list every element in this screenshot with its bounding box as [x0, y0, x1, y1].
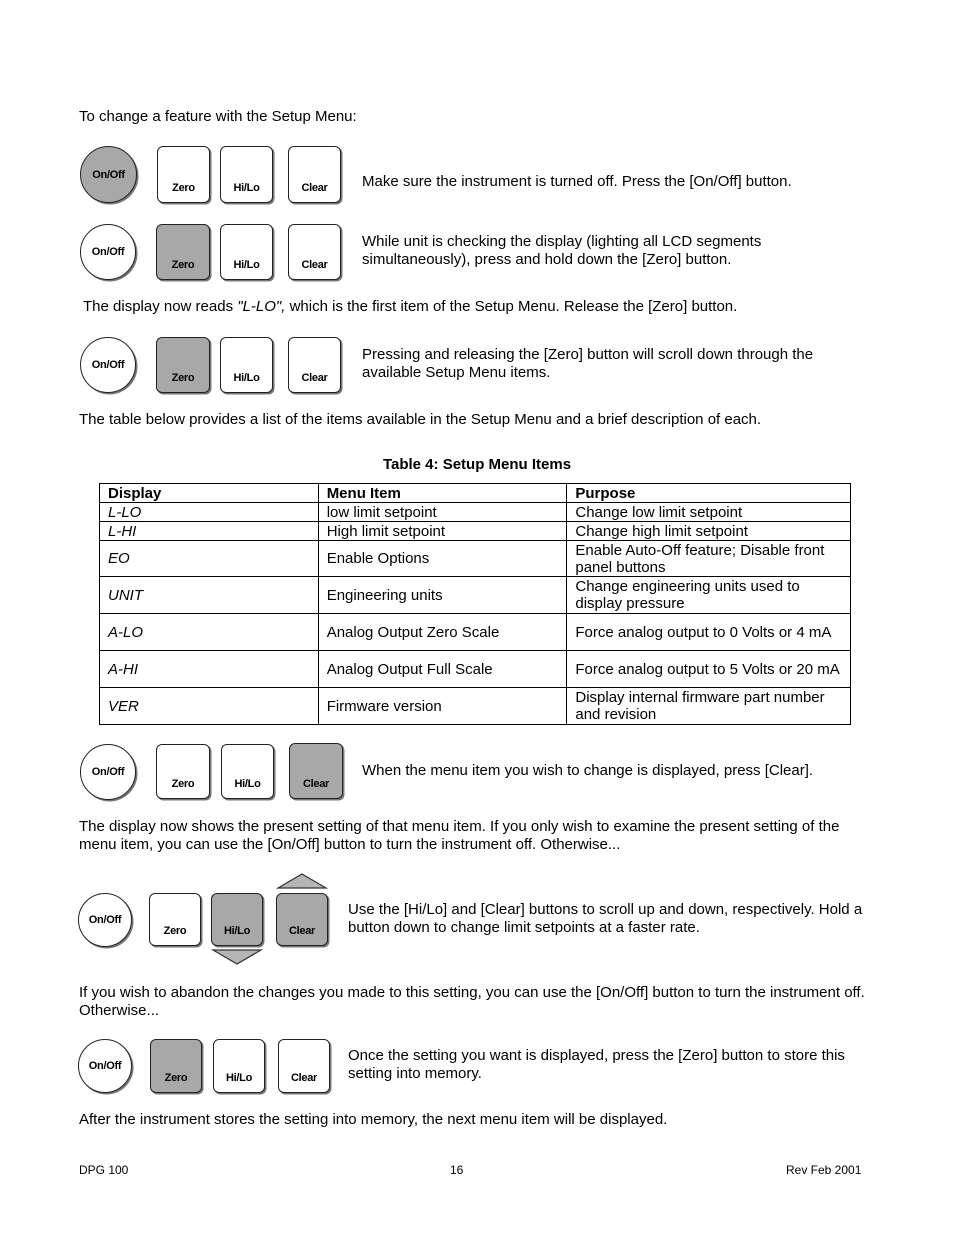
clear-button-icon: Clear — [288, 224, 341, 280]
footer-right: Rev Feb 2001 — [786, 1163, 862, 1177]
table-row — [100, 522, 851, 541]
display-code-cell: UNIT — [100, 577, 319, 614]
step-3-text: Pressing and releasing the [Zero] button will scroll down through the available Setup Menu items. — [362, 346, 814, 381]
menu-item-cell: Analog Output Zero Scale — [318, 614, 567, 651]
purpose-cell: Display internal firmware part number and revision — [567, 688, 851, 725]
menu-item-cell: Analog Output Full Scale — [318, 651, 567, 688]
display-code-cell: VER — [100, 688, 319, 725]
hilo-button-icon: Hi/Lo — [221, 744, 274, 799]
table-row — [100, 577, 851, 614]
display-code-cell: A-HI — [100, 651, 319, 688]
menu-item-cell: Engineering units — [318, 577, 567, 614]
intro-text: To change a feature with the Setup Menu: — [79, 108, 357, 125]
purpose-cell: Force analog output to 5 Volts or 20 mA — [567, 651, 851, 688]
purpose-cell: Change engineering units used to display pressure — [567, 577, 851, 614]
purpose-cell: Enable Auto-Off feature; Disable front panel buttons — [567, 541, 851, 577]
step-5-text: Use the [Hi/Lo] and [Clear] buttons to scroll up and down, respectively. Hold a button down to change limit setpoints at a faster rate. — [348, 901, 863, 936]
onoff-button-icon: On/Off — [80, 146, 137, 203]
button-panel-step-2 — [80, 224, 350, 282]
button-panel-step-1 — [80, 146, 350, 204]
step-4-text: When the menu item you wish to change is displayed, press [Clear]. — [362, 762, 814, 779]
clear-button-icon: Clear — [276, 893, 328, 946]
table-caption: Table 4: Setup Menu Items — [382, 456, 572, 473]
clear-button-icon: Clear — [289, 743, 343, 799]
down-arrow-icon — [211, 949, 263, 965]
display-code-cell: L-LO — [100, 503, 319, 522]
display-code-cell: EO — [100, 541, 319, 577]
hilo-button-icon: Hi/Lo — [211, 893, 263, 946]
onoff-button-icon: On/Off — [78, 1039, 132, 1093]
zero-button-icon: Zero — [156, 744, 210, 799]
hilo-button-icon: Hi/Lo — [220, 224, 273, 280]
abandon-text: If you wish to abandon the changes you made to this setting, you can use the [On/Off] button to turn the instrument off. Otherwise... — [79, 984, 865, 1019]
table-header-cell: Display — [100, 484, 319, 503]
after-store-text: After the instrument stores the setting into memory, the next menu item will be displayed. — [79, 1111, 668, 1128]
table-intro-text: The table below provides a list of the items available in the Setup Menu and a brief description of each. — [79, 411, 762, 428]
step-2-text: While unit is checking the display (lighting all LCD segments simultaneously), press and hold down the [Zero] button. — [362, 233, 762, 268]
hilo-button-icon: Hi/Lo — [220, 337, 273, 393]
table-row — [100, 503, 851, 522]
display-code-cell: L-HI — [100, 522, 319, 541]
display-code-cell: A-LO — [100, 614, 319, 651]
up-arrow-icon — [276, 873, 328, 889]
button-panel-step-6 — [78, 1039, 338, 1097]
button-panel-step-3 — [80, 337, 350, 395]
hilo-button-icon: Hi/Lo — [220, 146, 273, 203]
step-6-text: Once the setting you want is displayed, press the [Zero] button to store this setting into memory. — [348, 1047, 845, 1082]
menu-item-cell: low limit setpoint — [318, 503, 567, 522]
page-number: 16 — [450, 1163, 464, 1177]
zero-button-icon: Zero — [150, 1039, 202, 1093]
purpose-cell: Change low limit setpoint — [567, 503, 851, 522]
zero-button-icon: Zero — [156, 224, 210, 280]
table-row — [100, 688, 851, 725]
onoff-button-icon: On/Off — [80, 224, 136, 280]
footer-left: DPG 100 — [79, 1163, 129, 1177]
button-panel-step-5 — [78, 873, 338, 965]
menu-item-cell: High limit setpoint — [318, 522, 567, 541]
present-setting-text: The display now shows the present setting of that menu item. If you only wish to examine the present setting of the menu item, you can use the [On/Off] button to turn the instrument off. Otherwise... — [79, 818, 840, 853]
step-1-text: Make sure the instrument is turned off. Press the [On/Off] button. — [362, 173, 792, 190]
purpose-cell: Force analog output to 0 Volts or 4 mA — [567, 614, 851, 651]
table-row — [100, 651, 851, 688]
clear-button-icon: Clear — [288, 146, 341, 203]
zero-button-icon: Zero — [156, 337, 210, 393]
zero-button-icon: Zero — [157, 146, 210, 203]
onoff-button-icon: On/Off — [80, 744, 136, 800]
clear-button-icon: Clear — [288, 337, 341, 393]
purpose-cell: Change high limit setpoint — [567, 522, 851, 541]
table-row — [100, 541, 851, 577]
display-reads-text: The display now reads "L-LO", which is the first item of the Setup Menu. Release the [Zero] button. — [83, 298, 738, 315]
button-panel-step-4 — [80, 742, 350, 800]
table-row — [100, 614, 851, 651]
menu-item-cell: Enable Options — [318, 541, 567, 577]
table-header-cell: Purpose — [567, 484, 851, 503]
menu-item-cell: Firmware version — [318, 688, 567, 725]
zero-button-icon: Zero — [149, 893, 201, 946]
onoff-button-icon: On/Off — [80, 337, 136, 393]
onoff-button-icon: On/Off — [78, 893, 132, 947]
setup-menu-table — [99, 483, 851, 725]
table-header-row — [100, 484, 851, 503]
table-header-cell: Menu Item — [318, 484, 567, 503]
hilo-button-icon: Hi/Lo — [213, 1039, 265, 1093]
clear-button-icon: Clear — [278, 1039, 330, 1093]
